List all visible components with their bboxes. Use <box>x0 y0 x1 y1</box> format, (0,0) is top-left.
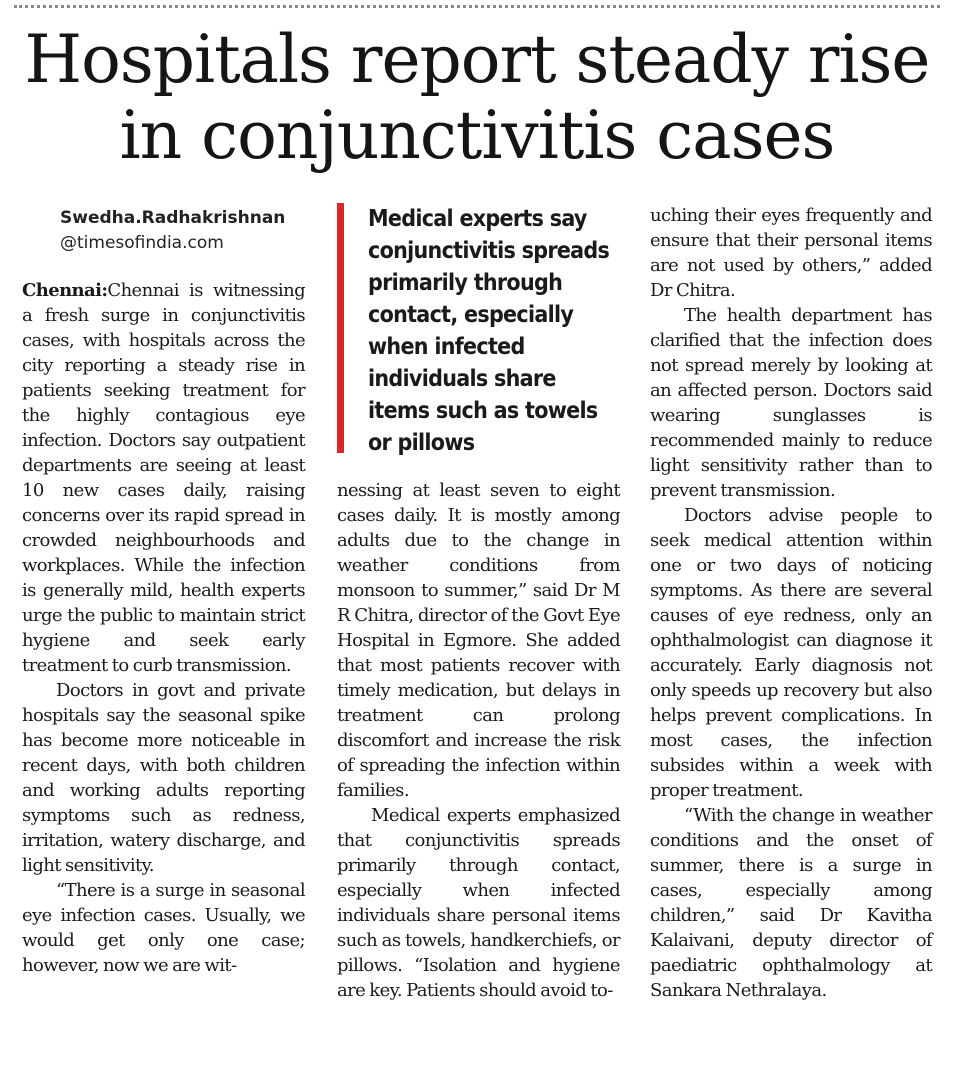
paragraph-7: “With the change in weather conditions and the onset of summer, there is a surge in cases, especially among children,” said Dr Kavitha Kalaivani, deputy director of paediatric ophthalmology at Sankara Nethralaya. <box>650 805 932 1001</box>
pull-quote: Medical experts say conjunctivitis spreads primarily through contact, especially when infected individuals share items such as towels or pillows <box>337 203 620 453</box>
paragraph-2: Doctors in govt and private hospitals say the seasonal spike has become more noticeable in recent days, with both children and working adults reporting symptoms such as redness, irritation, watery discharge, and light sensitivity. <box>22 680 305 876</box>
paragraph-1 <box>22 278 305 678</box>
paragraph-4-continued: uching their eyes frequently and ensure that their personal items are not used by others,” added Dr Chitra. <box>650 205 932 301</box>
headline-line-1: Hospitals report steady rise <box>24 21 930 98</box>
paragraph-4: Medical experts emphasized that conjunctivitis spreads primarily through contact, especially when infected individuals share personal items such as towels, handkerchiefs, or pillows. “Isolation and hygiene are key. Patients should avoid to- <box>337 805 620 1001</box>
paragraph-5: The health department has clarified that the infection does not spread merely by looking at an affected person. Doctors said wearing sunglasses is recommended mainly to reduce light sensitivity rather than to prevent transmission. <box>650 305 932 501</box>
paragraph-1-body: Chennai is witnessing a fresh surge in conjunctivitis cases, with hospitals across the city reporting a steady rise in patients seeking treatment for the highly contagious eye infection. Doctors say outpatient departments are seeing at least 10 new cases daily, raising concerns over its rapid spread in crowded neighbourhoods and workplaces. While the infection is generally mild, health experts urge the public to maintain strict hygiene and seek early treatment to curb transmission. <box>22 280 305 676</box>
author-email: @timesofindia.com <box>60 233 224 253</box>
byline <box>60 206 300 256</box>
author-name: Swedha.Radhakrishnan <box>60 208 286 228</box>
dateline: Chennai: <box>22 280 108 301</box>
column-2 <box>337 478 620 1003</box>
column-3 <box>650 203 932 1003</box>
headline <box>0 22 954 174</box>
paragraph-3: “There is a surge in seasonal eye infection cases. Usually, we would get only one case; however, now we are wit- <box>22 880 305 976</box>
top-dotted-rule <box>14 5 940 8</box>
paragraph-6: Doctors advise people to seek medical attention within one or two days of noticing symptoms. As there are several causes of eye redness, only an ophthalmologist can diagnose it accurately. Early diagnosis not only speeds up recovery but also helps prevent complications. In most cases, the infection subsides within a week with proper treatment. <box>650 505 932 801</box>
column-1 <box>22 278 305 978</box>
paragraph-3-continued: nessing at least seven to eight cases daily. It is mostly among adults due to the change in weather conditions from monsoon to summer,” said Dr M R Chitra, director of the Govt Eye Hospital in Egmore. She added that most patients recover with timely medication, but delays in treatment can prolong discomfort and increase the risk of spreading the infection within families. <box>337 480 620 801</box>
headline-line-2: in conjunctivitis cases <box>119 97 835 174</box>
